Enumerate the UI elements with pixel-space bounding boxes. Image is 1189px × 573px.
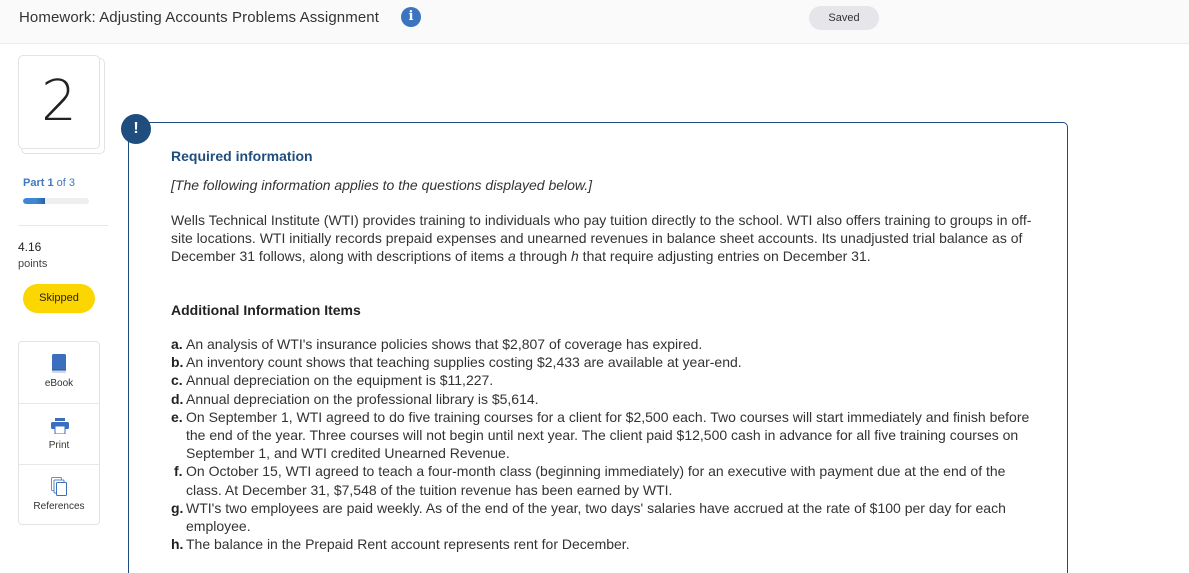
references-label: References: [33, 501, 85, 512]
additional-information-list: [171, 335, 1041, 553]
item-label: d.: [171, 390, 184, 407]
problem-intro-text: [171, 211, 1041, 266]
item-label: g.: [171, 499, 184, 516]
printer-icon: [51, 418, 69, 434]
item-text: WTI's two employees are paid weekly. As of the end of the year, two days' salaries have accrued at the rate of $100 per day for each employee.: [186, 499, 1006, 535]
intro-item-h: h: [571, 248, 579, 265]
list-item: [171, 408, 1041, 463]
header-bar: [0, 0, 1189, 44]
list-item: [171, 353, 1041, 371]
print-button[interactable]: [19, 403, 99, 464]
part-total: of 3: [56, 177, 76, 189]
question-number: 2: [41, 69, 77, 134]
item-text: On October 15, WTI agreed to teach a four-month class (beginning immediately) for an executive with payment due at the end of the class. At December 31, $7,548 of the tuition revenue has been earned by WTI.: [186, 463, 1006, 498]
intro-text-part: that require adjusting entries on December 31.: [578, 248, 871, 265]
info-circle-icon[interactable]: i: [401, 7, 421, 27]
intro-text-part: Wells Technical Institute (WTI) provides training to individuals who pay tuition directly to the school. WTI also offers training to groups in off-site locations. WTI initially records prepaid expenses and unearned revenues in balance sheet accounts. Its unadjusted trial balance as of December 31 follows, along with descriptions of items: [171, 212, 1032, 265]
required-information-note: [The following information applies to the questions displayed below.]: [171, 177, 593, 193]
intro-text-part: through: [515, 248, 571, 265]
print-label: Print: [48, 440, 70, 451]
list-item: [171, 335, 1041, 353]
list-item: [171, 390, 1041, 408]
item-text: An inventory count shows that teaching supplies costing $2,433 are available at year-end.: [186, 354, 742, 371]
item-label: b.: [171, 354, 184, 371]
points-label: points: [18, 258, 48, 270]
intro-item-a: a: [507, 248, 516, 265]
list-item: [171, 371, 1041, 389]
item-label: a.: [171, 336, 183, 352]
item-text: On September 1, WTI agreed to do five training courses for a client for $2,500 each. Two courses will start immediately and finish before the end of the year. Three courses will not begin until next year. The client paid $12,500 cash in advance for all five training courses on September 1, and WTI credited Unearned Revenue.: [186, 408, 1030, 462]
alert-exclamation-icon: !: [121, 114, 151, 144]
part-label: Part: [23, 177, 45, 189]
progress-fill: [23, 198, 45, 204]
item-label: f.: [174, 463, 183, 480]
skipped-status-badge: Skipped: [23, 284, 95, 313]
saved-status-badge: Saved: [809, 6, 879, 30]
item-text: Annual depreciation on the professional library is $5,614.: [186, 390, 539, 407]
item-text: An analysis of WTI's insurance policies shows that $2,807 of coverage has expired.: [186, 336, 703, 352]
list-item: [171, 499, 1041, 535]
tools-panel: [18, 341, 100, 525]
ebook-button[interactable]: [19, 342, 99, 403]
part-indicator: [23, 177, 75, 189]
item-text: The balance in the Prepaid Rent account represents rent for December.: [186, 536, 630, 553]
question-number-card: [18, 55, 100, 149]
additional-information-title: Additional Information Items: [171, 302, 361, 318]
list-item: [171, 535, 1041, 553]
documents-icon: [51, 477, 67, 497]
item-label: c.: [171, 372, 183, 389]
item-label: h.: [171, 536, 184, 553]
part-current: 1: [47, 177, 54, 189]
item-text: Annual depreciation on the equipment is $11,227.: [186, 372, 494, 389]
part-progress-bar: [23, 198, 89, 204]
references-button[interactable]: [19, 464, 99, 525]
ebook-label: eBook: [44, 378, 74, 389]
book-icon: [51, 354, 67, 374]
item-label: e.: [171, 408, 183, 425]
page-title: Homework: Adjusting Accounts Problems Assignment: [19, 9, 379, 26]
points-value: 4.16: [18, 240, 42, 254]
required-information-title: Required information: [171, 148, 313, 164]
list-item: [171, 462, 1041, 498]
sidebar-divider: [18, 225, 108, 226]
